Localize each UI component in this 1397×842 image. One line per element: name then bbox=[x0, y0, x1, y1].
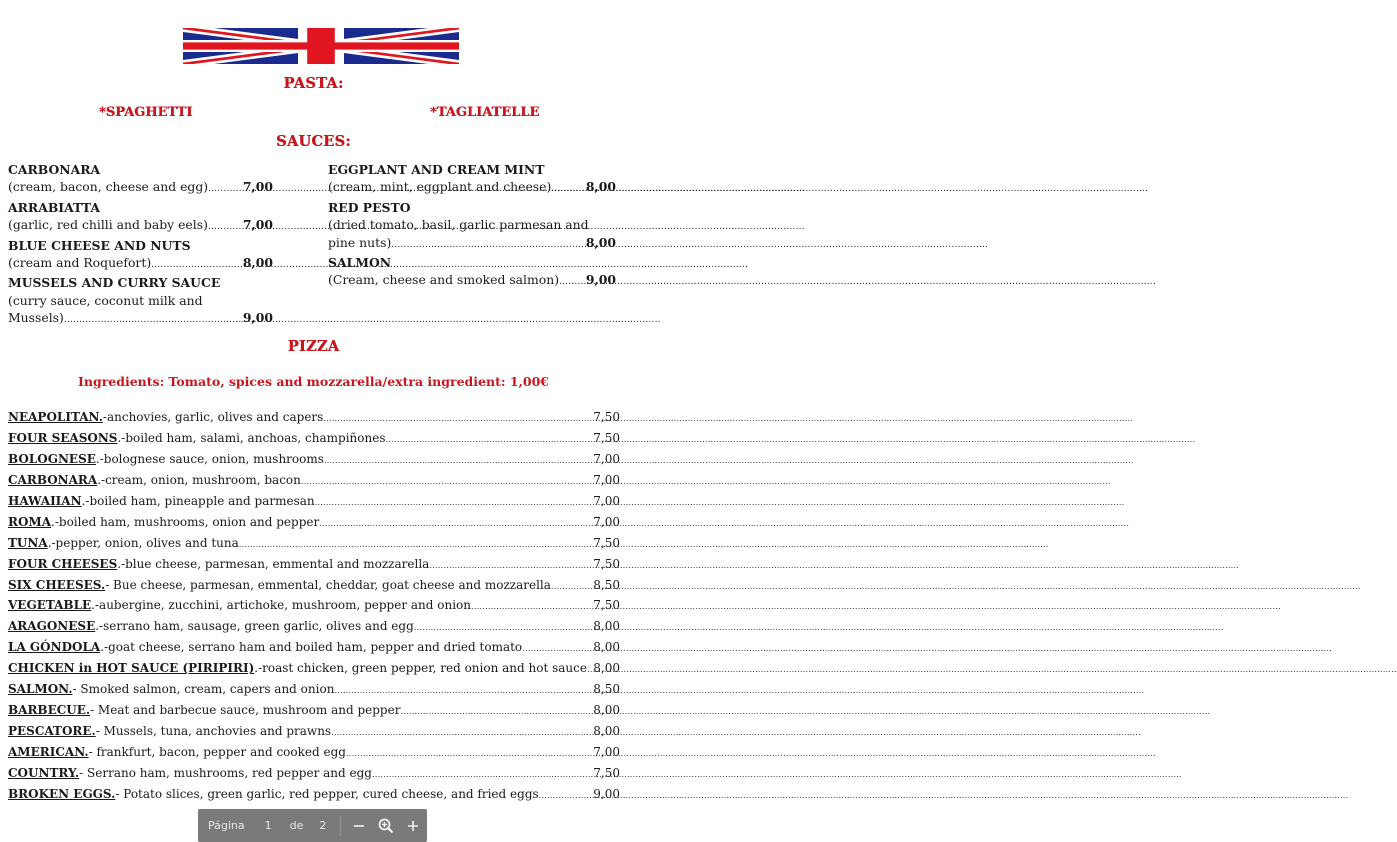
pizza-name: VEGETABLE bbox=[8, 598, 92, 613]
sauce-name: MUSSELS AND CURRY SAUCE bbox=[8, 275, 221, 291]
zoom-out-button[interactable] bbox=[345, 809, 372, 842]
sauce-price: 7,00 bbox=[242, 179, 273, 195]
pizza-description: .-aubergine, zucchini, artichoke, mushroom, pepper and onion bbox=[91, 598, 472, 613]
pizza-description: - Potato slices, green garlic, red pepper, cured cheese, and fried eggs bbox=[115, 786, 539, 801]
pizza-price: 7,50 bbox=[593, 535, 620, 550]
sauce-price: 7,00 bbox=[242, 217, 273, 233]
pizza-name: BARBECUE. bbox=[8, 703, 91, 718]
pizza-description: .-boiled ham, mushrooms, onion and pepper bbox=[51, 514, 320, 529]
pizza-price: 7,50 bbox=[593, 430, 620, 445]
dot-leader bbox=[414, 619, 592, 633]
pizza-price: 9,00 bbox=[593, 786, 620, 801]
pizza-description: .-boiled ham, salami, anchoas, champiñones bbox=[117, 430, 386, 445]
pizza-description: - Serrano ham, mushrooms, red pepper and egg bbox=[79, 765, 372, 780]
pizza-list bbox=[8, 410, 620, 808]
dot-leader bbox=[151, 254, 240, 274]
dot-leader bbox=[551, 578, 591, 592]
sauce-price-line bbox=[8, 309, 273, 329]
pizza-name: ARAGONESE bbox=[8, 619, 96, 634]
sauce-price-line bbox=[328, 271, 616, 291]
sauce-description: (curry sauce, coconut milk and bbox=[8, 292, 203, 308]
sauce-description: (garlic, red chilli and baby eels) bbox=[8, 217, 208, 233]
pizza-name: AMERICAN. bbox=[8, 745, 89, 759]
pizza-price: 7,00 bbox=[593, 451, 620, 466]
pizza-name: FOUR SEASONS bbox=[8, 430, 118, 445]
dot-leader bbox=[323, 410, 591, 424]
sauce-name: EGGPLANT AND CREAM MINT bbox=[328, 162, 545, 177]
minus-icon bbox=[353, 820, 365, 832]
sauce-name: BLUE CHEESE AND NUTS bbox=[8, 237, 191, 253]
pizza-row bbox=[8, 598, 620, 619]
sauce-price-line bbox=[8, 254, 273, 274]
sauce-description: (dried tomato, basil, garlic parmesan and bbox=[328, 217, 589, 233]
dot-leader bbox=[400, 703, 591, 717]
sauce-price-line bbox=[8, 216, 273, 236]
tagliatelle-heading: *TAGLIATELLE bbox=[430, 105, 540, 120]
dot-leader bbox=[315, 494, 592, 508]
pizza-row bbox=[8, 452, 620, 473]
dot-leader bbox=[208, 178, 240, 198]
pizza-price: 7,50 bbox=[593, 410, 620, 424]
pizza-price: 7,50 bbox=[593, 556, 620, 571]
plus-icon bbox=[407, 820, 419, 832]
pizza-row bbox=[8, 578, 620, 599]
dot-leader bbox=[386, 431, 592, 445]
toolbar-divider bbox=[340, 816, 341, 836]
pizza-price: 8,00 bbox=[593, 724, 620, 739]
sauce-price: 8,00 bbox=[585, 234, 616, 250]
magnifier-plus-icon bbox=[378, 818, 394, 834]
sauce-description: pine nuts) bbox=[328, 234, 392, 250]
pizza-name: COUNTRY. bbox=[8, 765, 80, 780]
pizza-row bbox=[8, 745, 620, 766]
dot-leader bbox=[301, 473, 591, 487]
pizza-description: .-boiled ham, pineapple and parmesan bbox=[81, 493, 315, 508]
pizza-description: - Mussels, tuna, anchovies and prawns bbox=[95, 724, 332, 739]
pizza-description: .-blue cheese, parmesan, emmental and mozzarella bbox=[117, 556, 430, 571]
pizza-row bbox=[8, 766, 620, 787]
page-of-label: de bbox=[289, 819, 304, 832]
pizza-row bbox=[8, 557, 620, 578]
pizza-price: 8,50 bbox=[593, 682, 620, 697]
dot-leader bbox=[429, 557, 591, 571]
dot-leader bbox=[551, 178, 582, 198]
pizza-row bbox=[8, 682, 620, 703]
sauce-price: 9,00 bbox=[242, 310, 273, 326]
sauce-price: 9,00 bbox=[585, 272, 616, 288]
pizza-price: 7,00 bbox=[593, 745, 620, 759]
pizza-row bbox=[8, 515, 620, 536]
pizza-row bbox=[8, 410, 620, 431]
pizza-row bbox=[8, 787, 620, 808]
sauce-price-line bbox=[328, 234, 616, 254]
pizza-price: 7,00 bbox=[593, 472, 620, 487]
dot-leader bbox=[239, 536, 591, 550]
zoom-in-button[interactable] bbox=[400, 809, 427, 842]
pizza-row bbox=[8, 724, 620, 745]
current-page-number[interactable]: 1 bbox=[264, 819, 272, 832]
pizza-description: - Smoked salmon, cream, capers and onion bbox=[72, 682, 335, 697]
pizza-price: 7,00 bbox=[593, 493, 620, 508]
pizza-name: HAWAIIAN bbox=[8, 493, 82, 508]
dot-leader bbox=[331, 724, 591, 738]
dot-leader bbox=[208, 216, 240, 236]
sauces-heading: SAUCES: bbox=[276, 133, 351, 150]
sauce-name: ARRABIATTA bbox=[8, 199, 100, 215]
sauce-description: (cream and Roquefort) bbox=[8, 255, 152, 271]
dot-leader bbox=[539, 787, 592, 801]
pizza-description: .-roast chicken, green pepper, red onion and hot sauce bbox=[254, 661, 587, 676]
pizza-description: .-cream, onion, mushroom, bacon bbox=[97, 472, 301, 487]
pizza-description: .-bolognese sauce, onion, mushrooms bbox=[95, 451, 324, 466]
pizza-price: 7,50 bbox=[593, 765, 620, 780]
dot-leader bbox=[391, 234, 583, 254]
pizza-description: - Bue cheese, parmesan, emmental, cheddar, goat cheese and mozzarella bbox=[105, 577, 551, 592]
sauce-description: (Cream, cheese and smoked salmon) bbox=[328, 272, 560, 288]
pizza-row bbox=[8, 661, 620, 682]
pizza-price: 8,00 bbox=[593, 619, 620, 634]
pizza-name: CARBONARA bbox=[8, 472, 98, 487]
sauce-price-line bbox=[328, 178, 616, 198]
pizza-name: NEAPOLITAN. bbox=[8, 410, 103, 424]
pizza-description: .-pepper, onion, olives and tuna bbox=[47, 535, 239, 550]
sauces-right-column bbox=[328, 161, 616, 292]
pizza-name: ROMA bbox=[8, 514, 52, 529]
pizza-heading: PIZZA bbox=[287, 338, 340, 355]
pizza-name: BROKEN EGGS. bbox=[8, 786, 116, 801]
sauce-price-line bbox=[8, 178, 273, 198]
pizza-price: 8,50 bbox=[593, 577, 620, 592]
sauce-description: Mussels) bbox=[8, 310, 64, 326]
sauce-price: 8,00 bbox=[585, 179, 616, 195]
pizza-name: BOLOGNESE bbox=[8, 451, 96, 466]
pdf-pager-toolbar bbox=[198, 809, 427, 842]
pizza-description: - frankfurt, bacon, pepper and cooked egg bbox=[88, 745, 346, 759]
sauce-name: RED PESTO bbox=[328, 199, 411, 215]
pizza-price: 8,00 bbox=[593, 640, 620, 655]
pizza-price: 8,00 bbox=[593, 703, 620, 718]
sauce-name: CARBONARA bbox=[8, 162, 101, 177]
pizza-description: .-serrano ham, sausage, green garlic, olives and egg bbox=[95, 619, 414, 634]
pizza-price: 8,00 bbox=[593, 661, 620, 676]
dot-leader bbox=[334, 682, 591, 696]
pizza-name: SALMON. bbox=[8, 682, 73, 697]
pizza-name: LA GÓNDOLA bbox=[8, 640, 101, 655]
pizza-description: - Meat and barbecue sauce, mushroom and pepper bbox=[90, 703, 401, 718]
pizza-row bbox=[8, 619, 620, 640]
dot-leader bbox=[319, 515, 591, 529]
sauce-description: (cream, bacon, cheese and egg) bbox=[8, 179, 209, 195]
pizza-price: 7,00 bbox=[593, 514, 620, 529]
dot-leader bbox=[559, 271, 583, 291]
pizza-ingredients-note: Ingredients: Tomato, spices and mozzarella/extra ingredient: 1,00€ bbox=[78, 374, 549, 389]
pizza-description: .-goat cheese, serrano ham and boiled ham, pepper and dried tomato bbox=[100, 640, 523, 655]
dot-leader bbox=[372, 766, 591, 780]
pizza-name: PESCATORE. bbox=[8, 724, 96, 739]
page-label: Página bbox=[208, 819, 245, 832]
uk-flag-image bbox=[183, 28, 459, 64]
total-pages: 2 bbox=[319, 819, 327, 832]
sauce-price: 8,00 bbox=[242, 255, 273, 271]
pizza-price: 7,50 bbox=[593, 598, 620, 613]
pizza-row bbox=[8, 431, 620, 452]
sauce-name: SALMON bbox=[328, 255, 392, 271]
pizza-description: -anchovies, garlic, olives and capers bbox=[102, 410, 324, 424]
pizza-name: FOUR CHEESES bbox=[8, 556, 118, 571]
pasta-heading: PASTA: bbox=[283, 75, 344, 92]
sauces-left-column bbox=[8, 161, 273, 330]
spaghetti-heading: *SPAGHETTI bbox=[99, 105, 193, 120]
dot-leader bbox=[324, 452, 591, 466]
pizza-row bbox=[8, 473, 620, 494]
dot-leader bbox=[346, 745, 591, 759]
zoom-button[interactable] bbox=[373, 809, 400, 842]
sauce-description: (cream, mint, eggplant and cheese) bbox=[328, 179, 552, 195]
dot-leader bbox=[64, 309, 240, 329]
pizza-row bbox=[8, 494, 620, 515]
pizza-row bbox=[8, 640, 620, 661]
dot-leader bbox=[471, 598, 591, 612]
pizza-name: SIX CHEESES. bbox=[8, 577, 106, 592]
pizza-name: TUNA bbox=[8, 535, 48, 550]
pizza-row bbox=[8, 536, 620, 557]
pizza-name: CHICKEN in HOT SAUCE (PIRIPIRI) bbox=[8, 661, 255, 676]
pizza-row bbox=[8, 703, 620, 724]
dot-leader bbox=[522, 640, 591, 654]
